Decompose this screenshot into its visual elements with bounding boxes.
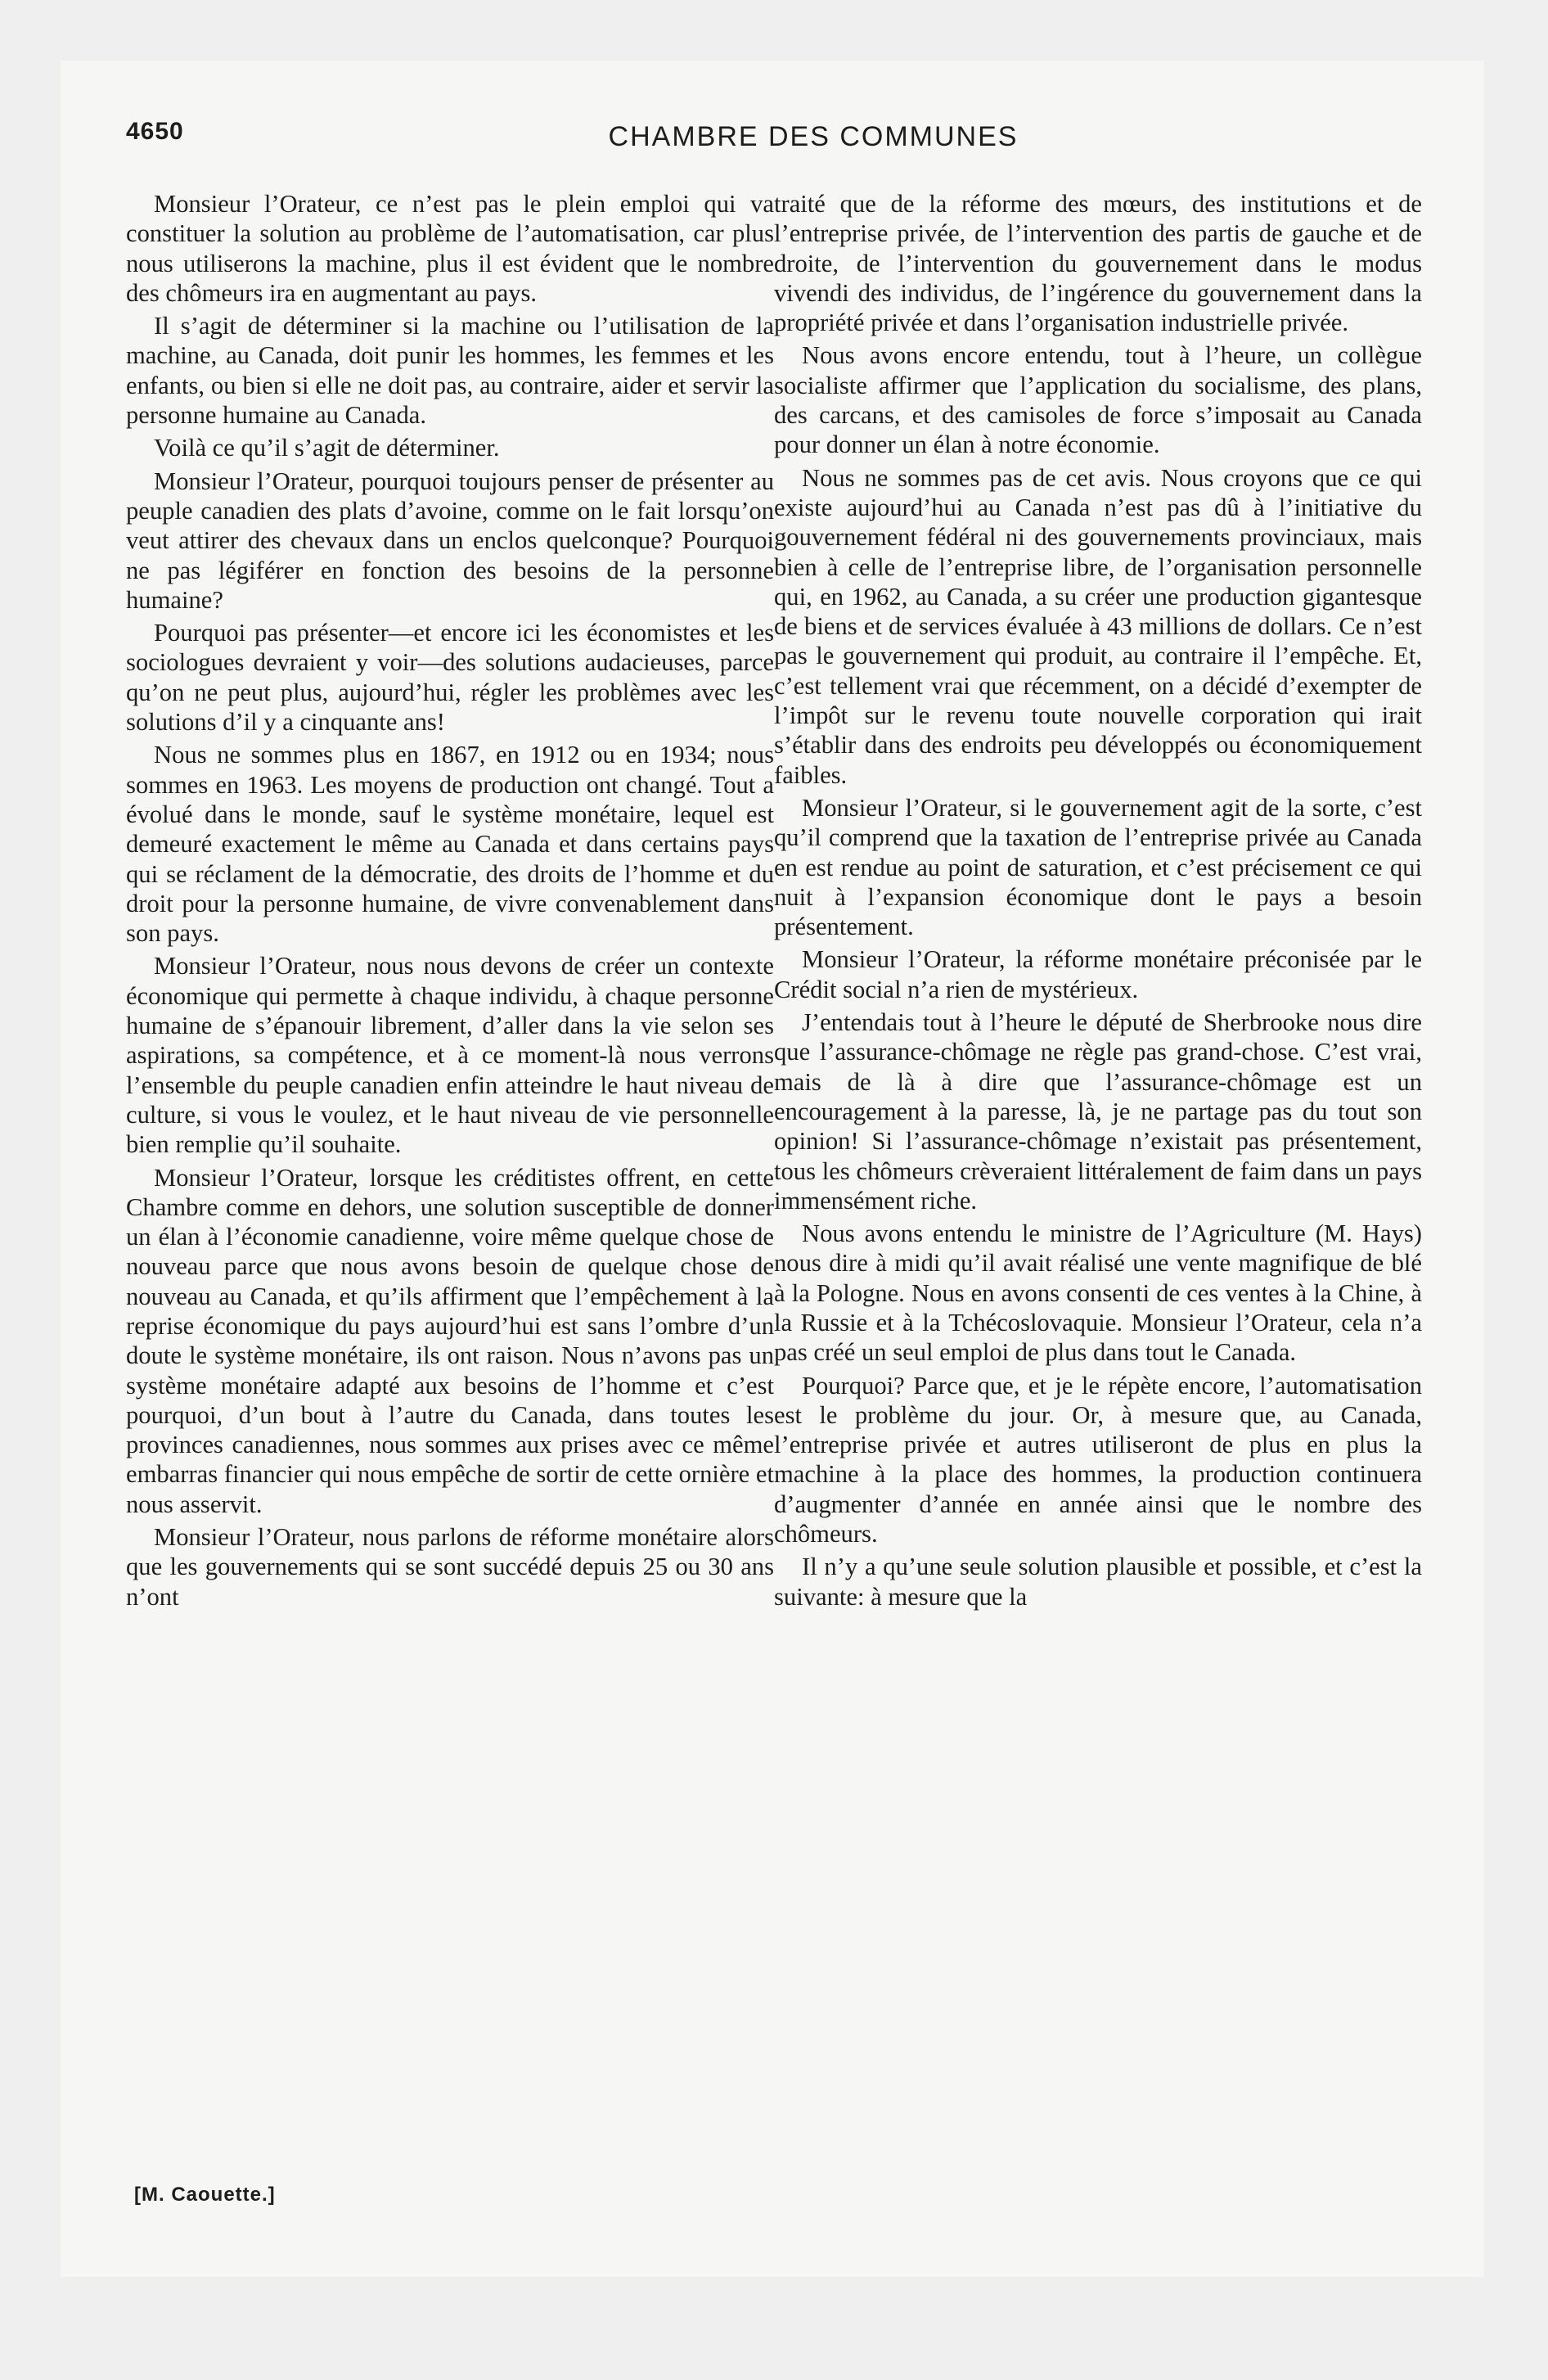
paragraph: Monsieur l’Orateur, lorsque les créditistes offrent, en cette Chambre comme en dehors, une solution susceptible de donner un élan à l’économie canadienne, voire même quelque chose de nouveau parce que nous avons besoin de quelque chose de nouveau au Canada, et qu’ils affirment que l’empêchement à la reprise économique du pays aujourd’hui est sans l’ombre d’un doute le système monétaire, ils ont raison. Nous n’avons pas un système monétaire adapté aux besoins de l’homme et c’est pourquoi, d’un bout à l’autre du Canada, dans toutes les provinces canadiennes, nous sommes aux prises avec ce même embarras financier qui nous empêche de sortir de cette ornière et nous asservit. [126, 1163, 774, 1518]
paragraph: J’entendais tout à l’heure le député de Sherbrooke nous dire que l’assurance-chômage ne règle pas grand-chose. C’est vrai, mais de là à dire que l’assurance-chômage est un encouragement à la paresse, là, je ne partage pas du tout son opinion! Si l’assurance-chômage n’existait pas présentement, tous les chômeurs crèveraient littéralement de faim dans un pays immensément riche. [774, 1008, 1422, 1215]
left-column [126, 189, 774, 1615]
right-column [774, 189, 1422, 1615]
paragraph: Voilà ce qu’il s’agit de déterminer. [154, 434, 500, 462]
paragraph: Il s’agit de déterminer si la machine ou l’utilisation de la machine, au Canada, doit punir les hommes, les femmes et les enfants, ou bien si elle ne doit pas, au contraire, aider et servir la personne humaine au Canada. [126, 312, 774, 430]
paragraph: Il n’y a qu’une seule solution plausible et possible, et c’est la suivante: à mesure que la [774, 1553, 1422, 1611]
paragraph: Nous ne sommes plus en 1867, en 1912 ou en 1934; nous sommes en 1963. Les moyens de production ont changé. Tout a évolué dans le monde, sauf le système monétaire, lequel est demeuré exactement le même au Canada et dans certains pays qui se réclament de la démocratie, des droits de l’homme et du droit pour la personne humaine, de vivre convenablement dans son pays. [126, 741, 774, 948]
document-page [61, 61, 1484, 2277]
paragraph: Pourquoi? Parce que, et je le répète encore, l’automatisation est le problème du jour. Or, à mesure que, au Canada, l’entreprise privée et autres utiliseront de plus en plus la machine à la place des hommes, la production continuera d’augmenter d’année en année ainsi que le nombre des chômeurs. [774, 1371, 1422, 1548]
paragraph: Monsieur l’Orateur, pourquoi toujours penser de présenter au peuple canadien des plats d’avoine, comme on le fait lorsqu’on veut attirer des chevaux dans un enclos quelconque? Pourquoi ne pas légiférer en fonction des besoins de la personne humaine? [126, 467, 774, 614]
paragraph: Monsieur l’Orateur, nous nous devons de créer un contexte économique qui permette à chaque individu, à chaque personne humaine de s’épanouir librement, d’aller dans la vie selon ses aspirations, sa compétence, et à ce moment-là nous verrons l’ensemble du peuple canadien enfin atteindre le haut niveau de culture, si vous le voulez, et le haut niveau de vie personnelle bien remplie qu’il souhaite. [126, 952, 774, 1159]
paragraph: traité que de la réforme des mœurs, des institutions et de l’entreprise privée, de l’intervention des partis de gauche et de droite, de l’intervention du gouvernement dans le modus vivendi des individus, de l’ingérence du gouvernement dans la propriété privée et dans l’organisation industrielle privée. [774, 190, 1422, 337]
paragraph: Monsieur l’Orateur, la réforme monétaire préconisée par le Crédit social n’a rien de mystérieux. [774, 945, 1422, 1003]
paragraph: Nous avons entendu le ministre de l’Agriculture (M. Hays) nous dire à midi qu’il avait réalisé une vente magnifique de blé à la Pologne. Nous en avons consenti de ces ventes à la Chine, à la Russie et à la Tchécoslovaquie. Monsieur l’Orateur, cela n’a pas créé un seul emploi de plus dans tout le Canada. [774, 1219, 1422, 1367]
paragraph: Nous avons encore entendu, tout à l’heure, un collègue socialiste affirmer que l’application du socialisme, des plans, des carcans, et des camisoles de force s’imposait au Canada pour donner un élan à notre économie. [774, 341, 1422, 459]
paragraph: Monsieur l’Orateur, nous parlons de réforme monétaire alors que les gouvernements qui se sont succédé depuis 25 ou 30 ans n’ont [126, 1523, 774, 1611]
paragraph: Nous ne sommes pas de cet avis. Nous croyons que ce qui existe aujourd’hui au Canada n’est pas dû à l’initiative du gouvernement fédéral ni des gouvernements provinciaux, mais bien à celle de l’entreprise libre, de l’organisation personnelle qui, en 1962, au Canada, a su créer une production gigantesque de biens et de services évaluée à 43 millions de dollars. Ce n’est pas le gouvernement qui produit, au contraire il l’empêche. Et, c’est tellement vrai que récemment, on a décidé d’exempter de l’impôt sur le revenu toute nouvelle corporation qui irait s’établir dans des endroits peu développés ou économiquement faibles. [774, 463, 1422, 789]
page-header [61, 118, 1484, 159]
running-title: CHAMBRE DES COMMUNES [608, 121, 1019, 152]
paragraph: Monsieur l’Orateur, si le gouvernement agit de la sorte, c’est qu’il comprend que la taxation de l’entreprise privée au Canada en est rendue au point de saturation, et c’est précisement ce qui nuit à l’expansion économique dont le pays a besoin présentement. [774, 793, 1422, 941]
speaker-signature: [M. Caouette.] [134, 2184, 276, 2206]
paragraph: Monsieur l’Orateur, ce n’est pas le plein emploi qui va constituer la solution au problème de l’automatisation, car plus nous utiliserons la machine, plus il est évident que le nombre des chômeurs ira en augmentant au pays. [126, 190, 774, 307]
page-number: 4650 [126, 118, 184, 145]
paragraph: Pourquoi pas présenter—et encore ici les économistes et les sociologues devraient y voir—des solutions audacieuses, parce qu’on ne peut plus, aujourd’hui, régler les problèmes avec les solutions d’il y a cinquante ans! [126, 619, 774, 737]
